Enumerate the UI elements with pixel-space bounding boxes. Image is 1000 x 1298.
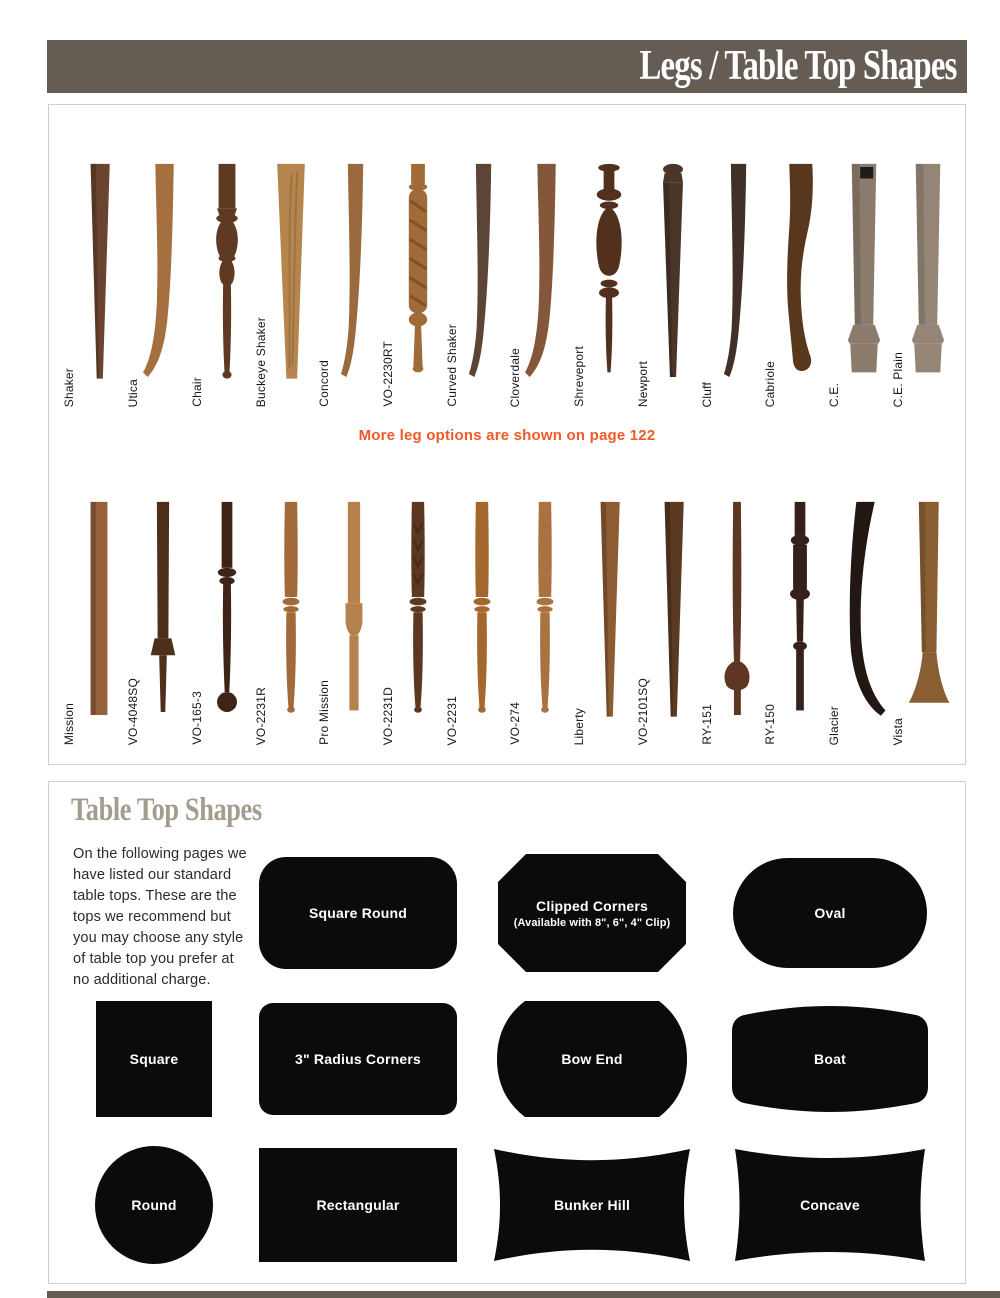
leg-image (268, 469, 314, 751)
leg-vo-2230rt (380, 121, 444, 413)
leg-label: Cluff (699, 381, 714, 407)
legs-row-1 (61, 121, 953, 413)
leg-image (841, 131, 887, 413)
leg-ry-151 (698, 459, 762, 751)
leg-label: C.E. (826, 382, 841, 407)
shape-round (94, 1145, 214, 1265)
leg-image (650, 469, 696, 751)
leg-label: Utica (126, 378, 141, 407)
leg-image (140, 469, 186, 751)
leg-label: RY-151 (699, 704, 714, 745)
leg-image (522, 469, 568, 751)
table-top-shapes-panel (48, 781, 966, 1284)
leg-pro-mission (316, 459, 380, 751)
leg-image (905, 469, 951, 751)
leg-image (586, 131, 632, 413)
leg-label: VO-2101SQ (635, 677, 650, 745)
leg-ce-plain (889, 121, 953, 413)
leg-image (331, 469, 377, 751)
leg-label: VO-2231D (380, 686, 395, 745)
leg-label: RY-150 (763, 704, 778, 745)
leg-image (268, 131, 314, 413)
leg-mission (61, 459, 125, 751)
leg-image (714, 469, 760, 751)
shape-label: Round (131, 1197, 177, 1213)
leg-label: Newport (635, 360, 650, 407)
leg-label: Buckeye Shaker (253, 316, 268, 407)
section-heading: Table Top Shapes (71, 792, 262, 828)
shape-bow-end (493, 1000, 691, 1118)
leg-label: VO-274 (508, 702, 523, 745)
leg-label: Liberty (572, 707, 587, 745)
leg-chair (188, 121, 252, 413)
shape-3-radius-corners (258, 1002, 458, 1116)
leg-concord (316, 121, 380, 413)
leg-label: Glacier (826, 705, 841, 745)
leg-label: Curved Shaker (444, 324, 459, 407)
intro-cell (61, 840, 247, 986)
leg-vo-2231d (380, 459, 444, 751)
leg-image (140, 131, 186, 413)
leg-image (777, 131, 823, 413)
leg-glacier (826, 459, 890, 751)
shape-label: Boat (814, 1051, 846, 1067)
leg-image (522, 131, 568, 413)
shape-label: 3" Radius Corners (295, 1051, 421, 1067)
leg-ry-150 (762, 459, 826, 751)
shape-sublabel: (Available with 8", 6", 4" Clip) (513, 916, 671, 929)
leg-image (841, 469, 887, 751)
leg-vo-2101sq (634, 459, 698, 751)
footer-bar (47, 1291, 1000, 1298)
leg-shaker (61, 121, 125, 413)
page-title: Legs / Table Top Shapes (639, 43, 957, 89)
leg-image (459, 469, 505, 751)
leg-image (905, 131, 951, 413)
shape-bunker-hill (489, 1144, 695, 1266)
shape-square (96, 1001, 212, 1117)
legs-panel (48, 104, 966, 765)
leg-label: Vista (890, 717, 905, 745)
leg-image (395, 469, 441, 751)
shape-clipped-corners (497, 853, 687, 973)
shape-label: Rectangular (316, 1197, 400, 1213)
leg-cluff (698, 121, 762, 413)
leg-vo-274 (507, 459, 571, 751)
page-header (47, 40, 967, 93)
leg-label: VO-165-3 (189, 691, 204, 745)
leg-image (714, 131, 760, 413)
leg-vo-4048sq (125, 459, 189, 751)
shape-label: Square (129, 1051, 179, 1067)
shape-label: Concave (800, 1197, 860, 1213)
leg-liberty (571, 459, 635, 751)
leg-label: Cabriole (763, 360, 778, 407)
leg-image (204, 469, 250, 751)
leg-label: VO-2230RT (380, 341, 395, 407)
legs-row-2 (61, 459, 953, 751)
leg-vo-2231 (443, 459, 507, 751)
leg-utica (125, 121, 189, 413)
shape-oval (732, 857, 928, 969)
shape-rectangular (259, 1148, 457, 1262)
leg-shreveport (571, 121, 635, 413)
leg-image (650, 131, 696, 413)
leg-label: Pro Mission (317, 680, 332, 745)
shape-label: Square Round (308, 905, 408, 921)
shape-label: Bunker Hill (553, 1197, 631, 1213)
shape-label: Clipped Corners (536, 897, 648, 914)
leg-label: Mission (62, 702, 77, 745)
shape-label: Bow End (561, 1051, 623, 1067)
leg-label: VO-4048SQ (126, 677, 141, 745)
leg-image (459, 131, 505, 413)
leg-image (76, 131, 122, 413)
leg-buckeye-shaker (252, 121, 316, 413)
leg-label: Shaker (62, 367, 77, 407)
leg-cloverdale (507, 121, 571, 413)
leg-label: C.E. Plain (890, 351, 905, 407)
leg-ce (826, 121, 890, 413)
leg-image (204, 131, 250, 413)
leg-image (777, 469, 823, 751)
leg-vo-2231r (252, 459, 316, 751)
leg-image (586, 469, 632, 751)
leg-cabriole (762, 121, 826, 413)
leg-vo-165-3 (188, 459, 252, 751)
leg-image (76, 469, 122, 751)
leg-label: Concord (317, 360, 332, 407)
leg-label: VO-2231R (253, 686, 268, 745)
intro-text: On the following pages we have listed our standard table tops. These are the tops we recommend but you may choose any style of table top you prefer at no additional charge. (73, 846, 247, 988)
shapes-grid (61, 840, 945, 1278)
leg-label: Cloverdale (508, 347, 523, 407)
leg-image (395, 131, 441, 413)
leg-label: VO-2231 (444, 695, 459, 745)
leg-vista (889, 459, 953, 751)
shape-label: Oval (814, 905, 846, 921)
shape-concave (730, 1145, 930, 1265)
leg-newport (634, 121, 698, 413)
leg-label: Chair (189, 377, 204, 407)
shape-boat (730, 1000, 930, 1118)
shape-square-round (258, 856, 458, 970)
leg-label: Shreveport (572, 346, 587, 407)
leg-curved-shaker (443, 121, 507, 413)
more-legs-note: More leg options are shown on page 122 (358, 427, 656, 444)
leg-image (331, 131, 377, 413)
